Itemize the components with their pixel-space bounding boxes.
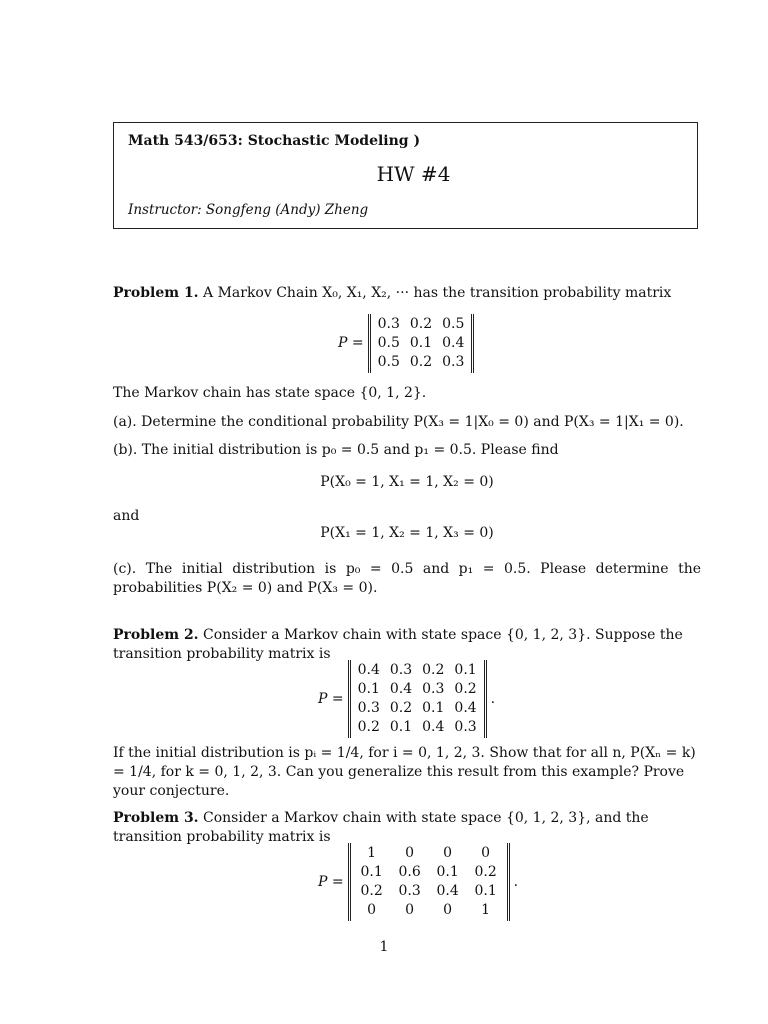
matrix-cell: 0.4 [422,719,445,735]
problem3-matrix-label: P = [318,873,344,890]
matrix-cell: 0.4 [357,662,380,678]
matrix-cell: 0.1 [357,681,380,697]
problem2-matrix-period: . [490,690,496,707]
matrix-cell: 0.2 [389,700,413,716]
problem1-part-c: (c). The initial distribution is p₀ = 0.5 and p₁ = 0.5. Please determine the probabilities P(X₂ = 0) and P(X₃ = 0). [113,561,701,596]
problem3-matrix [348,843,510,921]
matrix-cell: 0.3 [422,681,445,697]
problem3-intro-text: Consider a Markov chain with state space {0, 1, 2, 3}, and the transition probability matrix is [113,810,649,845]
matrix-cell: 0.3 [442,354,465,370]
matrix-cell: 1 [367,845,377,861]
matrix-cell: 0.1 [422,700,445,716]
problem1-equation-2: P(X₁ = 1, X₂ = 1, X₃ = 0) [320,525,494,541]
matrix-cell: 0.4 [442,335,465,351]
problem3-label: Problem 3. [113,810,199,826]
problem2-body: If the initial distribution is pᵢ = 1/4, for i = 0, 1, 2, 3. Show that for all n, P(Xₙ = k) = 1/4, for k = 0, 1, 2, 3. Can you generalize this result from this example? Prove your conjecture. [113,745,696,799]
matrix-cell: 0 [367,902,377,918]
page-number: 1 [379,939,389,955]
problem1-matrix [368,314,475,373]
problem3-matrix-block [318,843,518,921]
matrix-cell: 1 [481,902,491,918]
matrix-cell: 0.1 [454,662,477,678]
problem2-matrix [348,660,487,738]
matrix-cell: 0 [443,845,453,861]
problem2-intro [113,626,701,664]
problem1-matrix-block [338,314,474,373]
matrix-cell: 0.2 [409,354,433,370]
problem2-intro-text: Consider a Markov chain with state space {0, 1, 2, 3}. Suppose the transition probability matrix is [113,627,683,662]
matrix-cell: 0.2 [360,883,383,899]
matrix-cell: 0.4 [436,883,459,899]
header-box [113,122,698,229]
matrix-cell: 0.1 [436,864,459,880]
problem2-matrix-label: P = [318,690,344,707]
matrix-cell: 0.3 [377,316,400,332]
matrix-cell: 0.4 [389,681,413,697]
matrix-cell: 0.2 [422,662,445,678]
problem1-part-b: (b). The initial distribution is p₀ = 0.5 and p₁ = 0.5. Please find [113,442,559,458]
matrix-cell: 0.6 [398,864,421,880]
matrix-cell: 0 [443,902,453,918]
problem1-and: and [113,508,140,524]
problem1-matrix-label: P = [338,335,364,352]
matrix-cell: 0 [481,845,491,861]
matrix-cell: 0.2 [454,681,477,697]
matrix-cell: 0.5 [377,335,400,351]
matrix-cell: 0 [405,845,415,861]
hw-title-text: HW #4 [376,162,451,186]
matrix-cell: 0.1 [474,883,497,899]
matrix-cell: 0.1 [409,335,433,351]
matrix-cell: 0.5 [377,354,400,370]
matrix-cell: 0.1 [360,864,383,880]
matrix-cell: 0.3 [454,719,477,735]
matrix-cell: 0.3 [398,883,421,899]
instructor: Instructor: Songfeng (Andy) Zheng [128,202,369,218]
matrix-cell: 0.1 [389,719,413,735]
matrix-cell: 0.2 [357,719,380,735]
matrix-cell: 0.3 [357,700,380,716]
problem1-equation-1: P(X₀ = 1, X₁ = 1, X₂ = 0) [320,474,494,490]
hw-title [114,161,697,188]
problem1-intro [113,284,701,303]
matrix-cell: 0.2 [474,864,497,880]
problem3-intro [113,809,701,847]
problem3-matrix-period: . [513,873,519,890]
matrix-cell: 0 [405,902,415,918]
course-title: Math 543/653: Stochastic Modeling ) [128,133,421,149]
problem2-matrix-block [318,660,495,738]
problem1-state-space: The Markov chain has state space {0, 1, 2}. [113,385,427,401]
matrix-cell: 0.3 [389,662,413,678]
problem1-part-a: (a). Determine the conditional probability P(X₃ = 1|X₀ = 0) and P(X₃ = 1|X₁ = 0). [113,414,684,430]
problem1-label: Problem 1. [113,285,199,301]
problem1-intro-text: A Markov Chain X₀, X₁, X₂, ··· has the transition probability matrix [203,285,672,301]
problem2-label: Problem 2. [113,627,199,643]
matrix-cell: 0.2 [409,316,433,332]
matrix-cell: 0.4 [454,700,477,716]
matrix-cell: 0.5 [442,316,465,332]
